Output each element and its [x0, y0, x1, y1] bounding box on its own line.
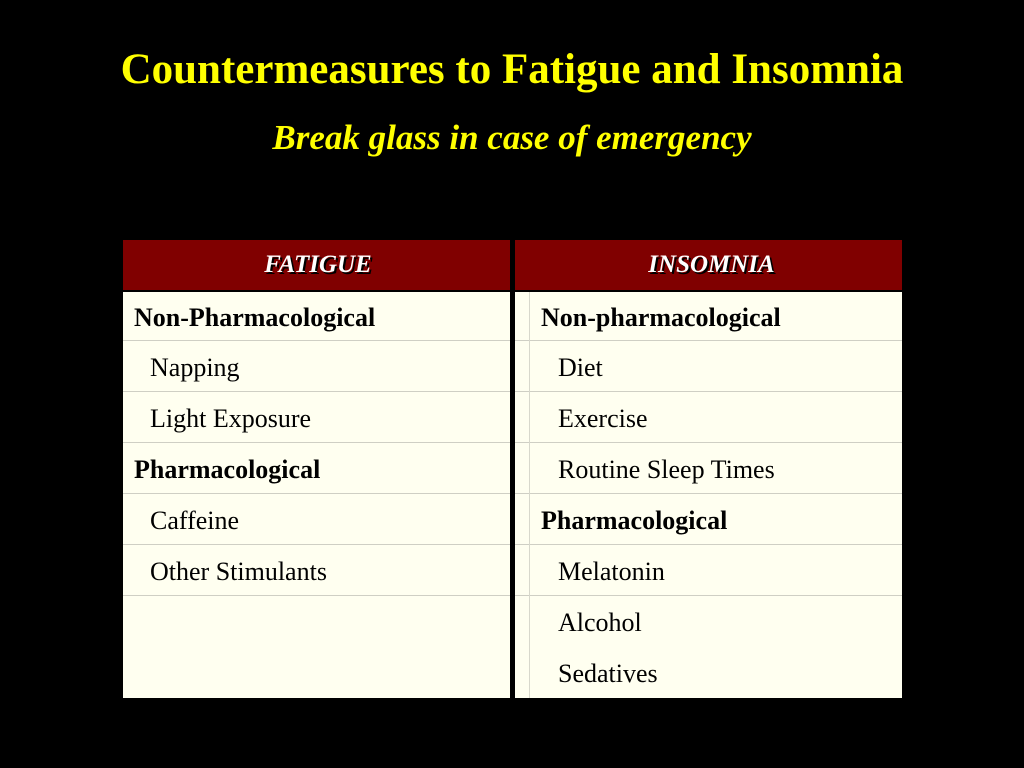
fatigue-category: Pharmacological: [134, 455, 321, 484]
insomnia-item: Sedatives: [558, 659, 658, 688]
slide-subtitle: Break glass in case of emergency: [272, 118, 752, 157]
insomnia-item: Melatonin: [558, 557, 665, 586]
insomnia-item: Diet: [558, 353, 603, 382]
fatigue-item: Light Exposure: [150, 404, 312, 433]
fatigue-item: Caffeine: [150, 506, 240, 535]
insomnia-item: Routine Sleep Times: [558, 455, 775, 484]
insomnia-item: Alcohol: [558, 608, 642, 637]
fatigue-item: Napping: [150, 353, 240, 382]
fatigue-item: Other Stimulants: [150, 557, 327, 586]
slide-title: Countermeasures to Fatigue and Insomnia: [120, 46, 904, 93]
header-insomnia: INSOMNIA: [648, 251, 775, 278]
column-divider-light: [529, 292, 530, 698]
fatigue-category: Non-Pharmacological: [134, 303, 376, 332]
countermeasures-table: [123, 240, 902, 698]
insomnia-category: Non-pharmacological: [541, 303, 781, 332]
insomnia-item: Exercise: [558, 404, 648, 433]
column-divider: [510, 240, 515, 698]
insomnia-category: Pharmacological: [541, 506, 728, 535]
header-fatigue: FATIGUE: [264, 251, 372, 278]
